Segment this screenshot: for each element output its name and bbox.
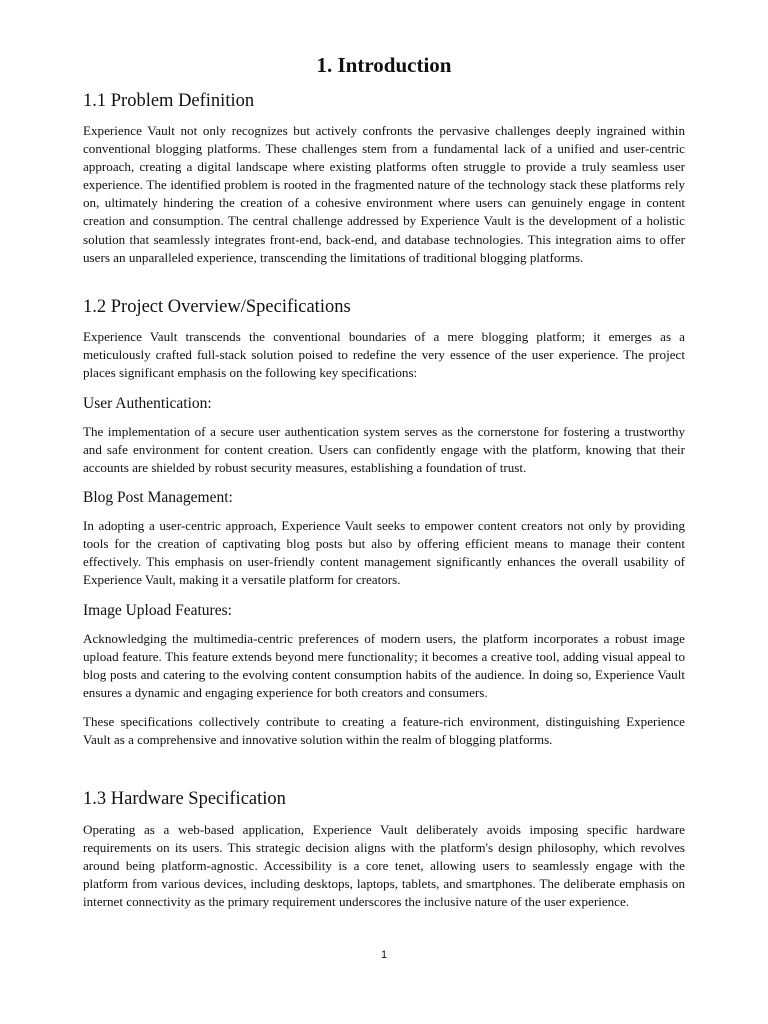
paragraph-user-authentication: The implementation of a secure user authentication system serves as the cornerstone for fostering a trustworthy and safe environment for content creation. Users can confidently engage with the platform, knowing that their accounts are shielded by robust security measures, establishing a foundation of trust.: [83, 424, 685, 476]
subsection-heading-blog-post-management: Blog Post Management:: [83, 489, 233, 506]
paragraph-project-overview: Experience Vault transcends the conventional boundaries of a mere blogging platform; it emerges as a meticulously crafted full-stack solution poised to redefine the very essence of the user experience. The project places significant emphasis on the following key specifications:: [83, 329, 685, 381]
section-heading-project-overview: 1.2 Project Overview/Specifications: [83, 297, 351, 317]
paragraph-blog-post-management: In adopting a user-centric approach, Experience Vault seeks to empower content creators not only by providing tools for the creation of captivating blog posts but also by offering efficient means to manage their content effectively. This emphasis on user-friendly content management significantly enhances the overall usability of Experience Vault, making it a versatile platform for creators.: [83, 518, 685, 588]
paragraph-hardware-specification: Operating as a web-based application, Experience Vault deliberately avoids imposing specific hardware requirements on its users. This strategic decision aligns with the platform's design philosophy, which revolves around being platform-agnostic. Accessibility is a core tenet, allowing users to seamlessly engage with the platform from various devices, including desktops, laptops, tablets, and smartphones. The deliberate emphasis on internet connectivity as the primary requirement underscores the inclusive nature of the user experience.: [83, 822, 685, 910]
section-heading-hardware-specification: 1.3 Hardware Specification: [83, 789, 286, 809]
paragraph-image-upload: Acknowledging the multimedia-centric preferences of modern users, the platform incorporates a robust image upload feature. This feature extends beyond mere functionality; it becomes a creative tool, adding visual appeal to blog posts and catering to the evolving content consumption habits of the audience. In doing so, Experience Vault ensures a dynamic and engaging experience for both creators and consumers.: [83, 631, 685, 701]
section-heading-problem-definition: 1.1 Problem Definition: [83, 91, 255, 111]
subsection-heading-image-upload: Image Upload Features:: [83, 602, 232, 619]
paragraph-problem-definition: Experience Vault not only recognizes but actively confronts the pervasive challenges deeply ingrained within conventional blogging platforms. These challenges stem from a fundamental lack of a unified and user-centric approach, creating a digital landscape where existing platforms often struggle to provide a truly seamless user experience. The identified problem is rooted in the fragmented nature of the technology stack these platforms rely on, ultimately hindering the creation of a cohesive environment where users can genuinely engage in content creation and consumption. The central challenge addressed by Experience Vault is the development of a holistic solution that seamlessly integrates front-end, back-end, and database technologies. This integration aims to offer users an unparalleled experience, transcending the limitations of traditional blogging platforms.: [83, 123, 685, 265]
paragraph-specifications-summary: These specifications collectively contribute to creating a feature-rich environment, distinguishing Experience Vault as a comprehensive and innovative solution within the realm of blogging platforms.: [83, 714, 685, 748]
page-title: 1. Introduction: [316, 53, 452, 77]
page-number: 1: [380, 949, 388, 961]
subsection-heading-user-authentication: User Authentication:: [83, 395, 212, 412]
